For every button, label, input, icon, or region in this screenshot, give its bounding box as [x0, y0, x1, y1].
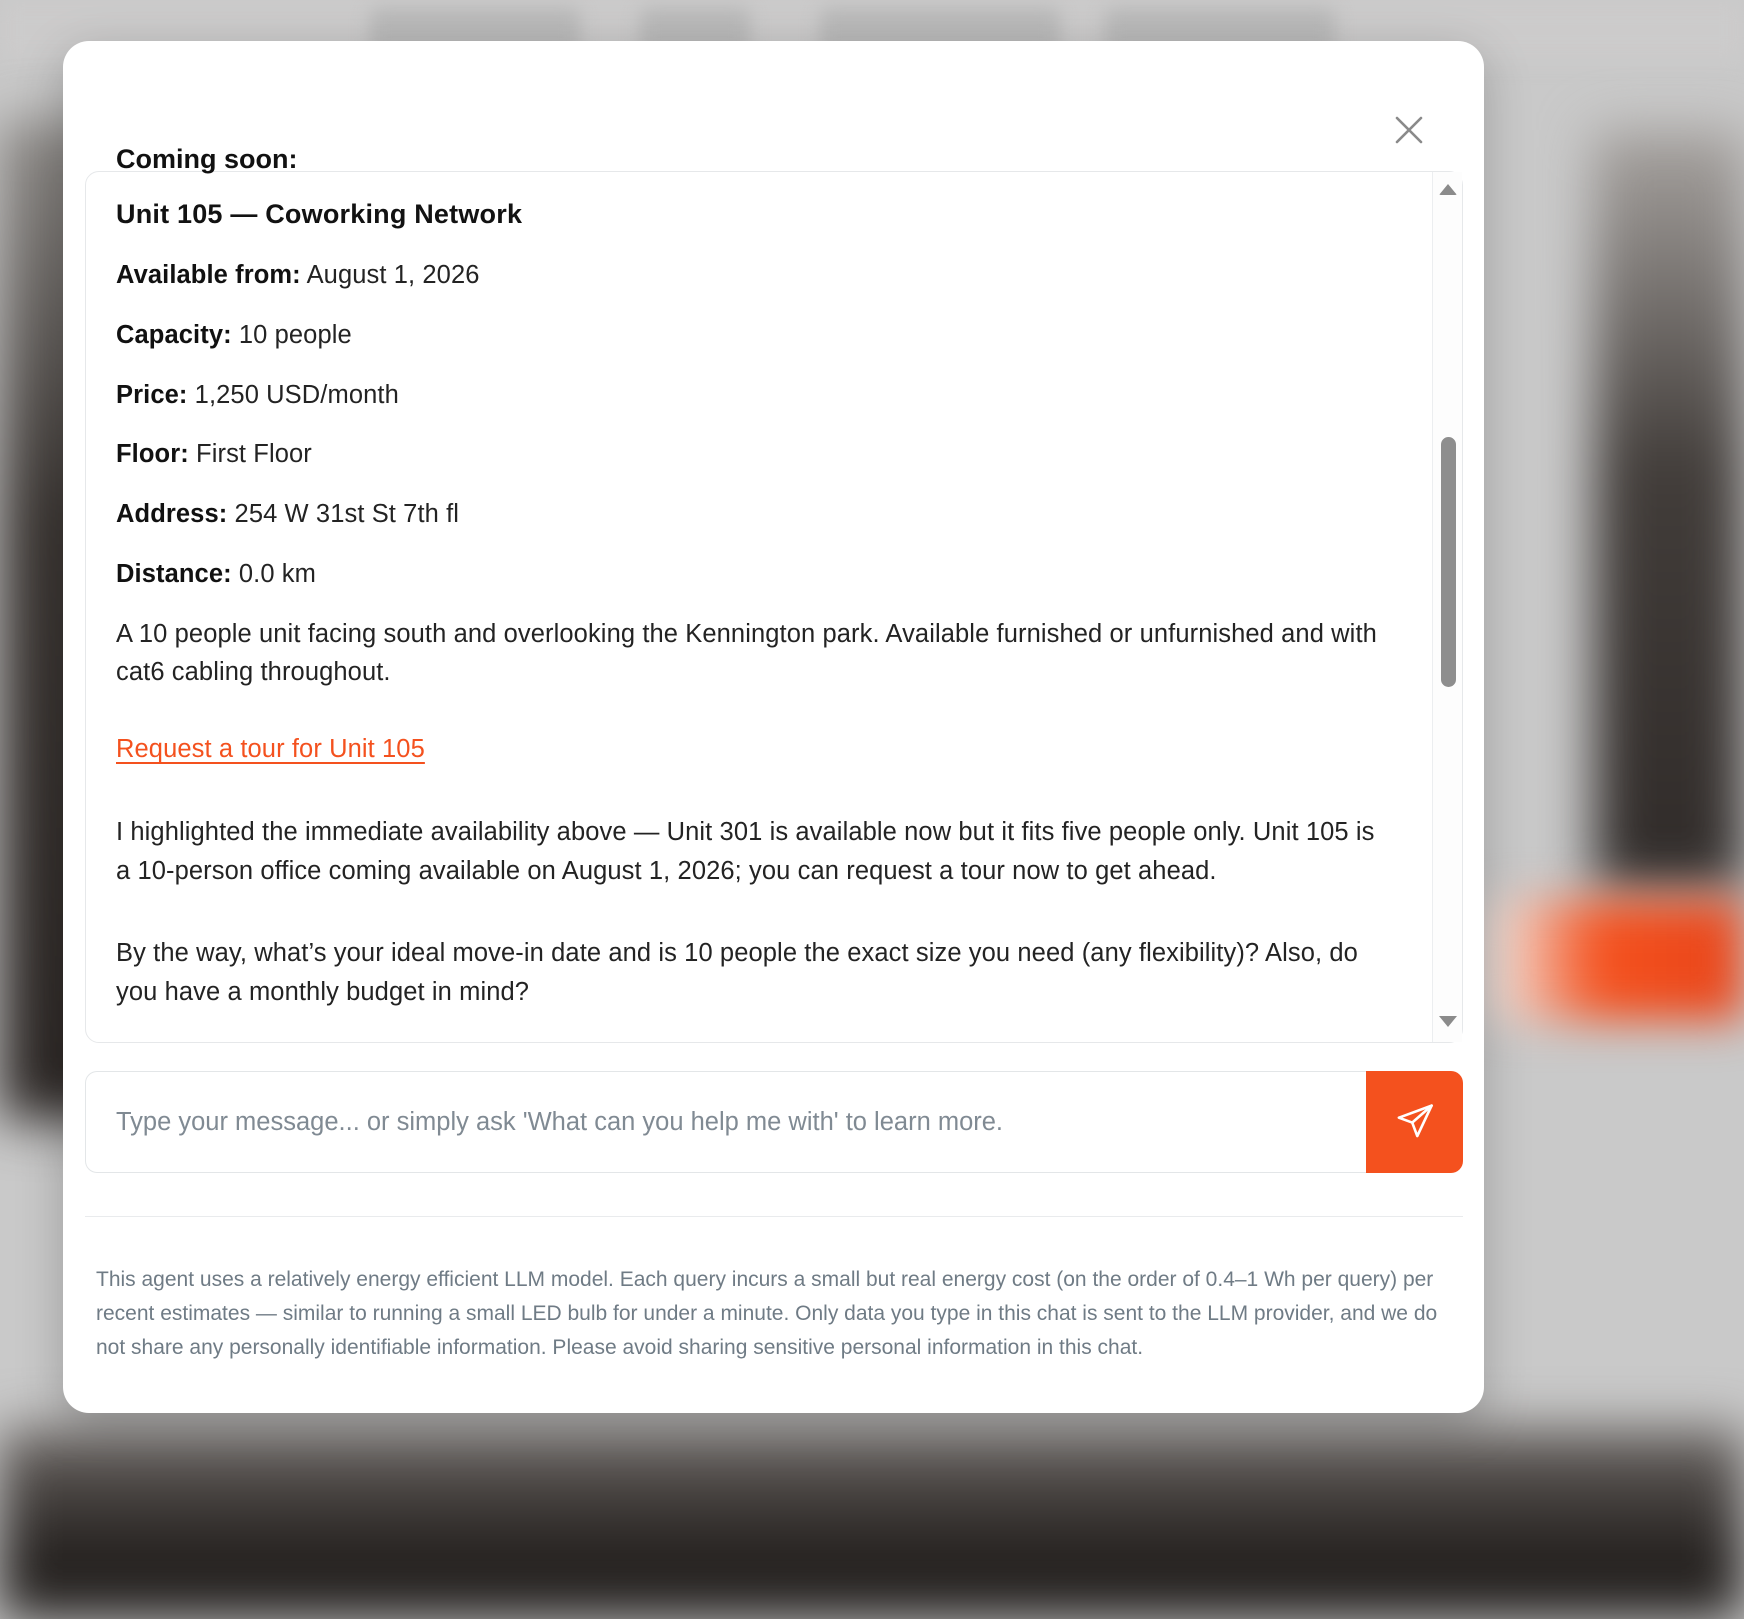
message-input[interactable]	[85, 1071, 1366, 1173]
spec-address	[116, 495, 1386, 534]
send-button[interactable]	[1366, 1071, 1463, 1173]
spec-value: 10 people	[238, 320, 352, 349]
spec-label: Address:	[116, 500, 228, 529]
spec-capacity	[116, 316, 1386, 355]
transcript-scrollbar[interactable]	[1432, 172, 1462, 1042]
close-icon[interactable]	[1386, 107, 1432, 153]
assistant-paragraph-2: By the way, what’s your ideal move-in date and is 10 people the exact size you need (any flexibility)? Also, do you have a monthly budget in mind?	[116, 939, 1358, 1007]
scroll-down-icon[interactable]	[1439, 1016, 1457, 1030]
spec-available-from	[116, 256, 1386, 295]
spec-label: Price:	[116, 380, 188, 409]
footer-divider	[85, 1216, 1463, 1217]
spec-value: 254 W 31st St 7th fl	[234, 500, 460, 529]
chat-modal	[63, 41, 1484, 1413]
spec-label: Floor:	[116, 440, 189, 469]
send-icon	[1394, 1100, 1436, 1145]
spec-label: Capacity:	[116, 320, 232, 349]
spec-floor	[116, 435, 1386, 474]
unit-description: A 10 people unit facing south and overlooking the Kennington park. Available furnished or unfurnished and with cat6 cabling throughout.	[116, 619, 1377, 687]
message-composer	[85, 1071, 1463, 1173]
backdrop-photo-bottom	[0, 1429, 1744, 1619]
spec-value: August 1, 2026	[306, 261, 480, 290]
energy-disclaimer: This agent uses a relatively energy efficient LLM model. Each query incurs a small but real energy cost (on the order of 0.4–1 Wh per query) per recent estimates — similar to running a small LED bulb for under a minute. Only data you type in this chat is sent to the LLM provider, and we do not share any personally identifiable information. Please avoid sharing sensitive personal information in this chat.	[96, 1268, 1438, 1360]
spec-label: Available from:	[116, 261, 301, 290]
unit-title: Unit 105 — Coworking Network	[116, 199, 523, 229]
request-tour-link[interactable]: Request a tour for Unit 105	[116, 735, 425, 764]
spec-value: 0.0 km	[238, 559, 316, 588]
backdrop-photo-right	[1594, 130, 1744, 890]
backdrop-accent-band	[1484, 900, 1744, 1020]
scroll-up-icon[interactable]	[1439, 184, 1457, 198]
clipped-heading-coming-soon: Coming soon:	[116, 144, 298, 174]
spec-value: First Floor	[196, 440, 312, 469]
scrollbar-thumb[interactable]	[1441, 437, 1456, 687]
spec-distance	[116, 555, 1386, 594]
assistant-paragraph-1: I highlighted the immediate availability above — Unit 301 is available now but it fits five people only. Unit 105 is a 10-person office coming available on August 1, 2026; you can request a tour now to get ahead.	[116, 817, 1375, 885]
spec-value: 1,250 USD/month	[194, 380, 399, 409]
spec-price	[116, 376, 1386, 415]
chat-transcript	[85, 144, 1463, 1043]
spec-label: Distance:	[116, 559, 232, 588]
chat-message-assistant	[86, 144, 1416, 1012]
